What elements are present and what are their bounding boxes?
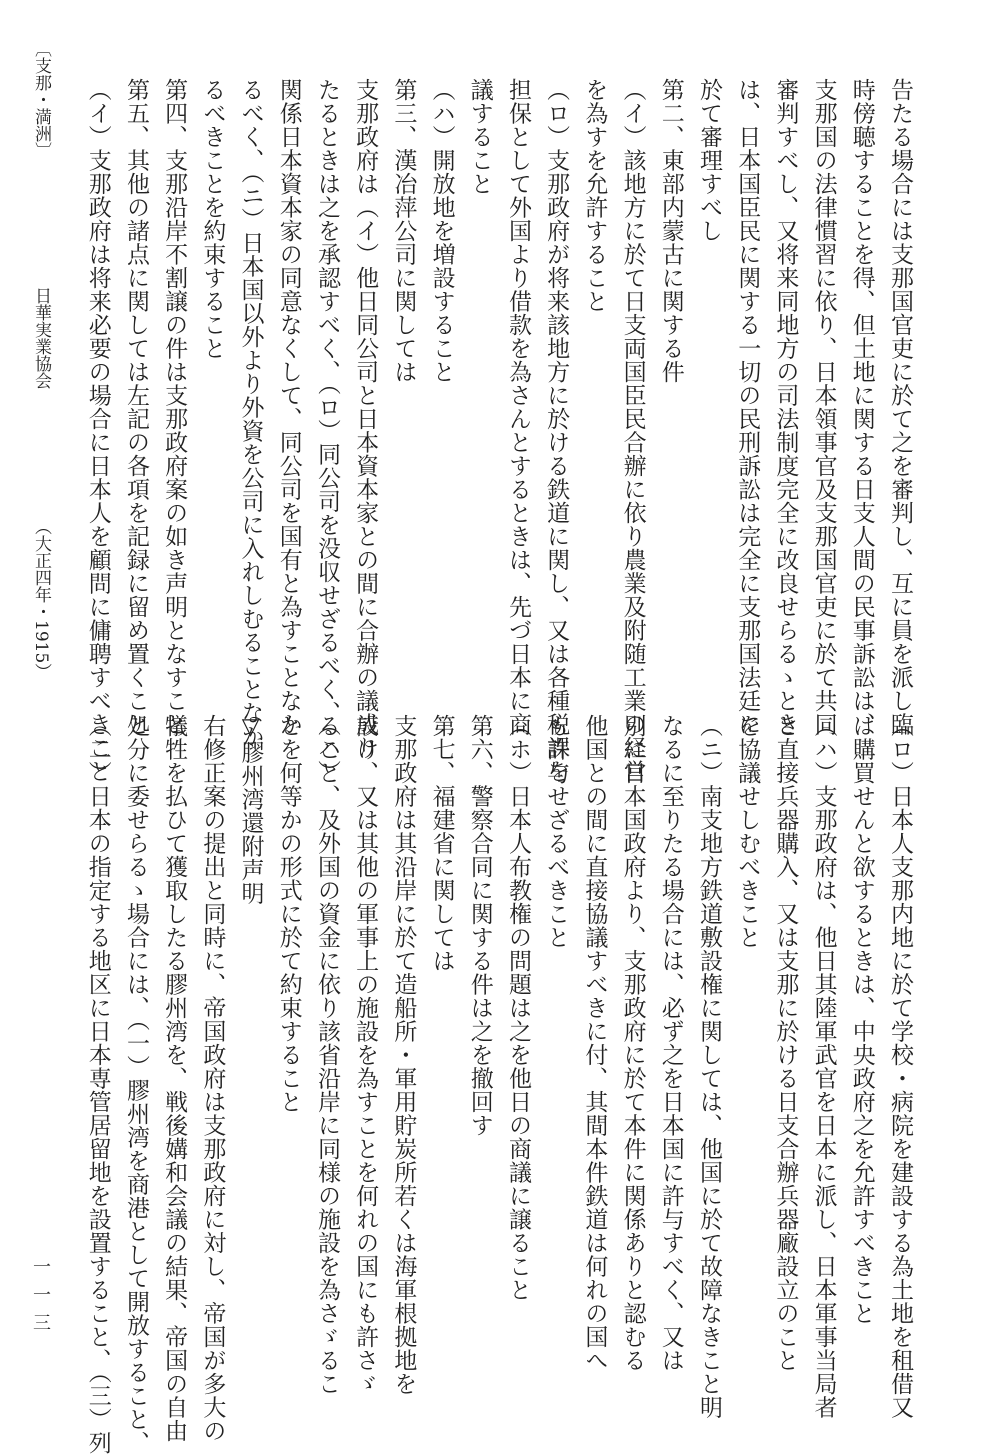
text-line: 支那政府は（イ）他日同公司と日本資本家との間に合辦の議成り	[352, 78, 379, 760]
section-heading: 第六、警察合同に関する件は之を撤回す	[466, 714, 493, 1137]
section-heading: 第五、其他の諸点に関しては左記の各項を記録に留め置くこと	[122, 78, 149, 736]
footer-publisher: 日華実業協会	[31, 287, 51, 390]
text-line: （ハ）開放地を増設すること	[428, 78, 455, 384]
footer-date: （大正四年・1915）	[31, 517, 51, 680]
text-line: 支那政府は其沿岸に於て造船所・軍用貯炭所若くは海軍根拠地を	[390, 714, 417, 1396]
text-line: （ロ）支那政府が将来該地方に於ける鉄道に関し、又は各種税課を	[543, 78, 570, 783]
text-line: 犠牲を払ひて獲取したる膠州湾を、戦後媾和会議の結果、帝国の自由	[161, 714, 188, 1443]
section-heading: 第四、支那沿岸不割譲の件は支那政府案の如き声明となすこと	[161, 78, 188, 736]
text-line: 右修正案の提出と同時に、帝国政府は支那政府に対し、帝国が多大の	[199, 714, 226, 1443]
lower-text-block	[79, 714, 919, 1455]
text-line: 処分に委せらるゝ場合には、（一）膠州湾を商港として開放すること、	[122, 714, 149, 1455]
footer-section: 〔支那・満洲〕	[31, 40, 51, 159]
text-line: は、日本国臣民に関する一切の民刑訴訟は完全に支那国法廷に	[734, 78, 761, 736]
text-line: 他国との間に直接協議すべきに付、其間本件鉄道は何れの国へ	[581, 714, 608, 1372]
section-heading: ▽膠州湾還附声明	[237, 714, 264, 905]
section-heading: 第三、漢冶萍公司に関しては	[390, 78, 417, 384]
text-line: たるときは之を承認すべく、（ロ）同公司を没収せざるべく、（ハ）	[313, 78, 340, 784]
running-footer	[29, 40, 53, 680]
text-line: 時傍聴することを得、但土地に関する日支人間の民事訴訟は、	[848, 78, 875, 736]
text-line: 担保として外国より借款を為さんとするときは、先づ日本に商	[504, 78, 531, 736]
text-line: るべきことを約束すること	[199, 78, 226, 360]
upper-text-block	[79, 78, 919, 784]
text-line: 告たる場合には支那国官吏に於て之を審判し、互に員を派し臨	[887, 78, 913, 736]
text-line: とを何等かの形式に於て約束すること	[275, 714, 302, 1114]
text-line: （ニ）南支地方鉄道敷設権に関しては、他国に於て故障なきこと明	[695, 714, 722, 1419]
text-line: 関係日本資本家の同意なくして、同公司を国有と為すことなか	[275, 78, 302, 736]
text-line: （二）日本の指定する地区に日本専管居留地を設置すること、（三）列	[84, 714, 111, 1455]
text-line: るべく、（ニ）日本国以外より外資を公司に入れしむることなか	[237, 78, 264, 748]
section-heading: 第七、福建省に関しては	[428, 714, 455, 973]
text-line: 於て審理すべし	[695, 78, 722, 243]
text-line: （ハ）支那政府は、他日其陸軍武官を日本に派し、日本軍事当局者	[810, 714, 837, 1419]
section-heading: 第二、東部内蒙古に関する件	[657, 78, 684, 384]
text-line: を為すを允許すること	[581, 78, 608, 313]
text-line: ること、及外国の資金に依り該省沿岸に同様の施設を為さゞるこ	[313, 714, 340, 1396]
text-line: （イ）支那政府は将来必要の場合に日本人を顧問に傭聘すべきこと	[84, 78, 111, 783]
text-line: 審判すべし、又将来同地方の司法制度完全に改良せらるゝとき	[772, 78, 799, 736]
text-line: なるに至りたる場合には、必ず之を日本国に許与すべく、又は	[657, 714, 684, 1372]
text-line: 支那国の法律慣習に依り、日本領事官及支那国官吏に於て共同	[810, 78, 837, 736]
text-line: （イ）該地方に於て日支両国臣民合辦に依り農業及附随工業の経営	[619, 78, 646, 783]
text-line: も許与せざるべきこと	[543, 714, 570, 949]
text-line: （ロ）日本人支那内地に於て学校・病院を建設する為土地を租借又	[887, 714, 913, 1419]
text-line: と直接兵器購入、又は支那に於ける日支合辦兵器廠設立のこと	[772, 714, 799, 1372]
text-line: は購買せんと欲するときは、中央政府之を允許すべきこと	[848, 714, 875, 1325]
text-line: を協議せしむべきこと	[734, 714, 761, 949]
page-number: 一一三	[30, 1257, 51, 1341]
text-line: 別に日本国政府より、支那政府に於て本件に関係ありと認むる	[619, 714, 646, 1372]
text-line: （ホ）日本人布教権の問題は之を他日の商議に譲ること	[504, 714, 531, 1302]
text-line: 設け、又は其他の軍事上の施設を為すことを何れの国にも許さゞ	[352, 714, 379, 1396]
text-line: 議すること	[466, 78, 493, 196]
